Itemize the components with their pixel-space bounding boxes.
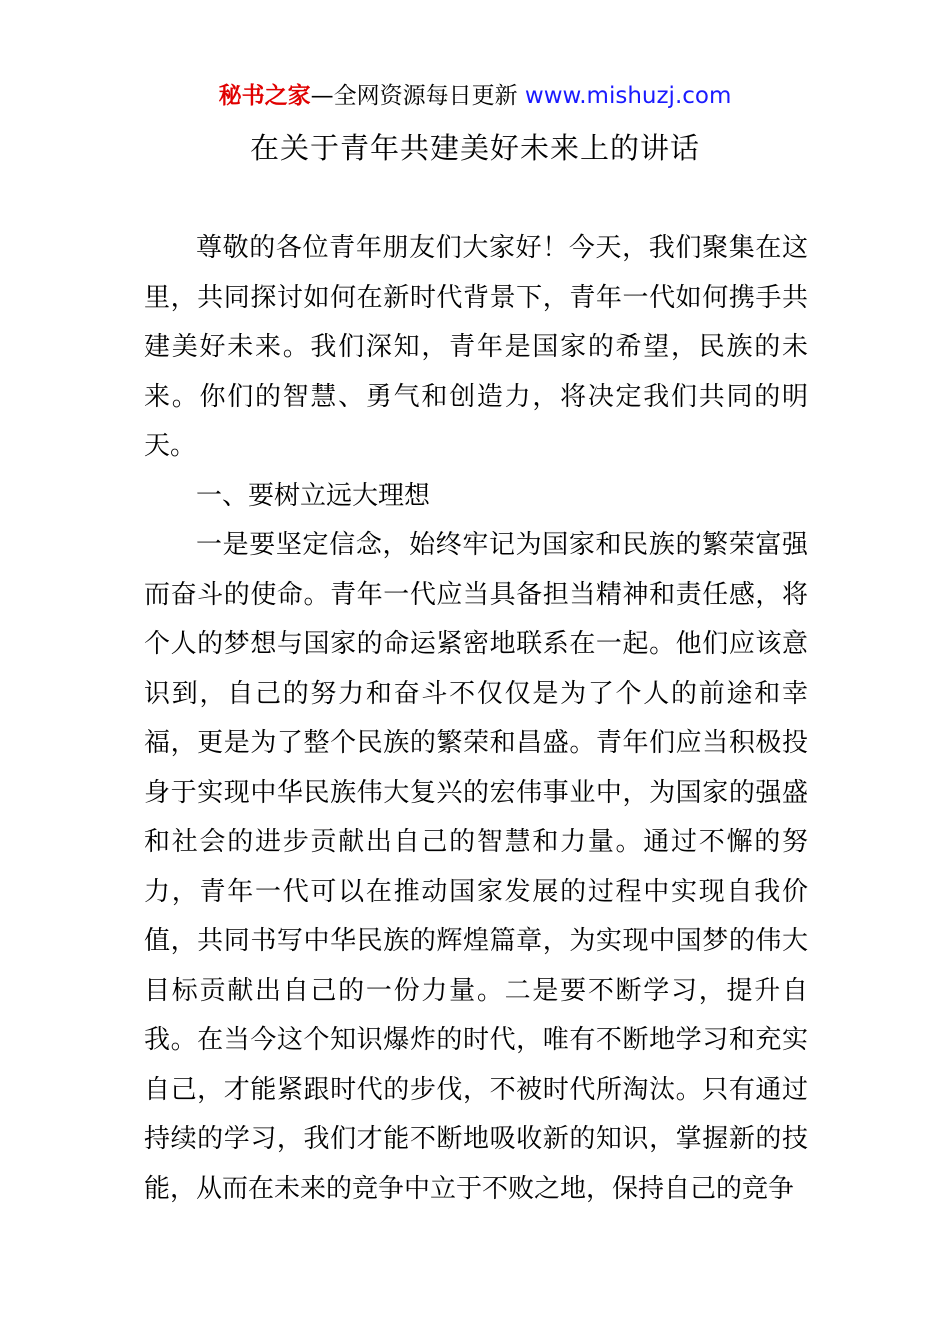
site-url-link[interactable]: www.mishuzj.com [524, 83, 732, 109]
site-header [0, 80, 950, 112]
document-body [144, 224, 808, 1214]
paragraph-intro: 尊敬的各位青年朋友们大家好！今天，我们聚集在这里，共同探讨如何在新时代背景下，青年一代如何携手共建美好未来。我们深知，青年是国家的希望，民族的未来。你们的智慧、勇气和创造力，将决定我们共同的明天。 [144, 233, 808, 461]
site-brand: 秘书之家 [218, 83, 311, 109]
site-tagline: —全网资源每日更新 [310, 83, 525, 109]
paragraph-body: 一是要坚定信念，始终牢记为国家和民族的繁荣富强而奋斗的使命。青年一代应当具备担当精神和责任感，将个人的梦想与国家的命运紧密地联系在一起。他们应该意识到，自己的努力和奋斗不仅仅是为了个人的前途和幸福，更是为了整个民族的繁荣和昌盛。青年们应当积极投身于实现中华民族伟大复兴的宏伟事业中，为国家的强盛和社会的进步贡献出自己的智慧和力量。通过不懈的努力，青年一代可以在推动国家发展的过程中实现自我价值，共同书写中华民族的辉煌篇章，为实现中国梦的伟大目标贡献出自己的一份力量。二是要不断学习，提升自我。在当今这个知识爆炸的时代，唯有不断地学习和充实自己，才能紧跟时代的步伐，不被时代所淘汰。只有通过持续的学习，我们才能不断地吸收新的知识，掌握新的技能，从而在未来的竞争中立于不败之地，保持自己的竞争 [144, 530, 808, 1204]
section-heading: 一、要树立远大理想 [196, 480, 431, 511]
document-title: 在关于青年共建美好未来上的讲话 [249, 131, 700, 165]
